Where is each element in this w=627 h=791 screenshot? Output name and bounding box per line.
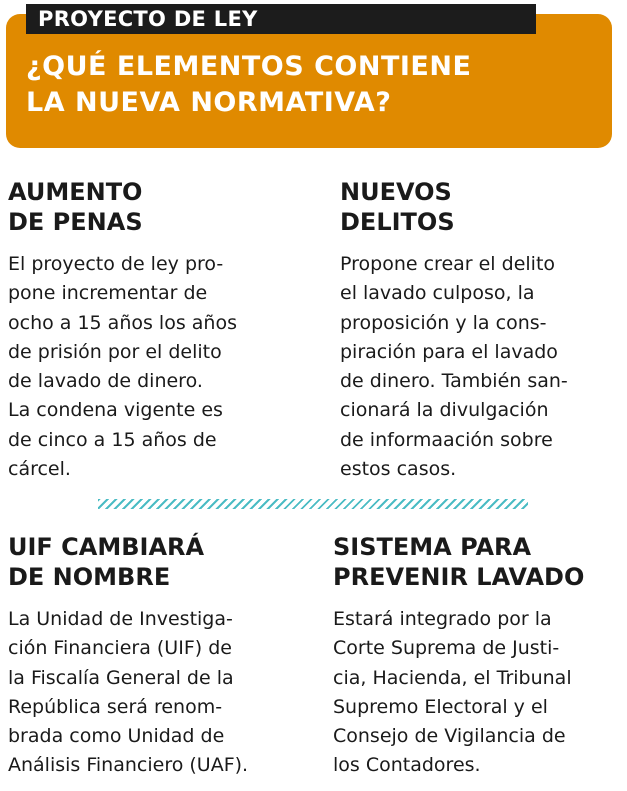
body-line: cionará la divulgación	[340, 399, 549, 422]
heading-line: SISTEMA PARA	[333, 533, 532, 561]
body-line: el lavado culposo, la	[340, 282, 535, 305]
page-title	[26, 49, 596, 121]
body-line: cia, Hacienda, el Tribunal	[333, 666, 572, 689]
body-line: ción Financiera (UIF) de	[8, 637, 232, 660]
section-heading-uif-cambiara-de-nombre	[8, 532, 204, 592]
page-title-line: ¿QUÉ ELEMENTOS CONTIENE	[26, 51, 472, 82]
body-line: de informaación sobre	[340, 428, 553, 451]
body-line: ocho a 15 años los años	[8, 311, 237, 334]
body-line: Propone crear el delito	[340, 253, 556, 275]
heading-line: DE NOMBRE	[8, 563, 171, 591]
body-line: República será renom-	[8, 695, 223, 718]
body-line: estos casos.	[340, 458, 457, 481]
body-line: los Contadores.	[333, 754, 481, 777]
body-line: El proyecto de ley pro-	[8, 253, 224, 275]
heading-line: DE PENAS	[8, 208, 143, 236]
body-line: piración para el lavado	[340, 340, 558, 363]
body-line: proposición y la cons-	[340, 311, 547, 334]
section-heading-nuevos-delitos	[340, 177, 455, 237]
section-body-uif-cambiara-de-nombre	[8, 605, 248, 781]
body-line: cárcel.	[8, 458, 71, 481]
body-line: de dinero. También san-	[340, 370, 568, 393]
heading-line: AUMENTO	[8, 178, 143, 206]
section-heading-sistema-para-prevenir-lavado	[333, 532, 584, 592]
body-line: brada como Unidad de	[8, 725, 225, 748]
heading-line: UIF CAMBIARÁ	[8, 533, 205, 561]
page-title-line: LA NUEVA NORMATIVA?	[26, 87, 392, 118]
body-line: Corte Suprema de Justi-	[333, 637, 560, 660]
section-body-sistema-para-prevenir-lavado	[333, 605, 572, 781]
body-line: la Fiscalía General de la	[8, 666, 234, 689]
kicker-label: PROYECTO DE LEY	[26, 4, 536, 34]
body-line: de prisión por el delito	[8, 340, 222, 363]
body-line: pone incrementar de	[8, 282, 208, 305]
hatched-divider	[98, 499, 528, 509]
body-line: Análisis Financiero (UAF).	[8, 754, 249, 777]
body-line: Estará integrado por la	[333, 608, 552, 630]
heading-line: DELITOS	[340, 208, 455, 236]
section-body-nuevos-delitos	[340, 250, 568, 484]
body-line: La Unidad de Investiga-	[8, 608, 233, 630]
body-line: La condena vigente es	[8, 399, 223, 422]
heading-line: NUEVOS	[340, 178, 452, 206]
body-line: Supremo Electoral y el	[333, 695, 548, 718]
section-body-aumento-de-penas	[8, 250, 237, 484]
body-line: de lavado de dinero.	[8, 370, 203, 393]
body-line: Consejo de Vigilancia de	[333, 725, 566, 748]
body-line: de cinco a 15 años de	[8, 428, 217, 451]
heading-line: PREVENIR LAVADO	[333, 563, 585, 591]
section-heading-aumento-de-penas	[8, 177, 143, 237]
